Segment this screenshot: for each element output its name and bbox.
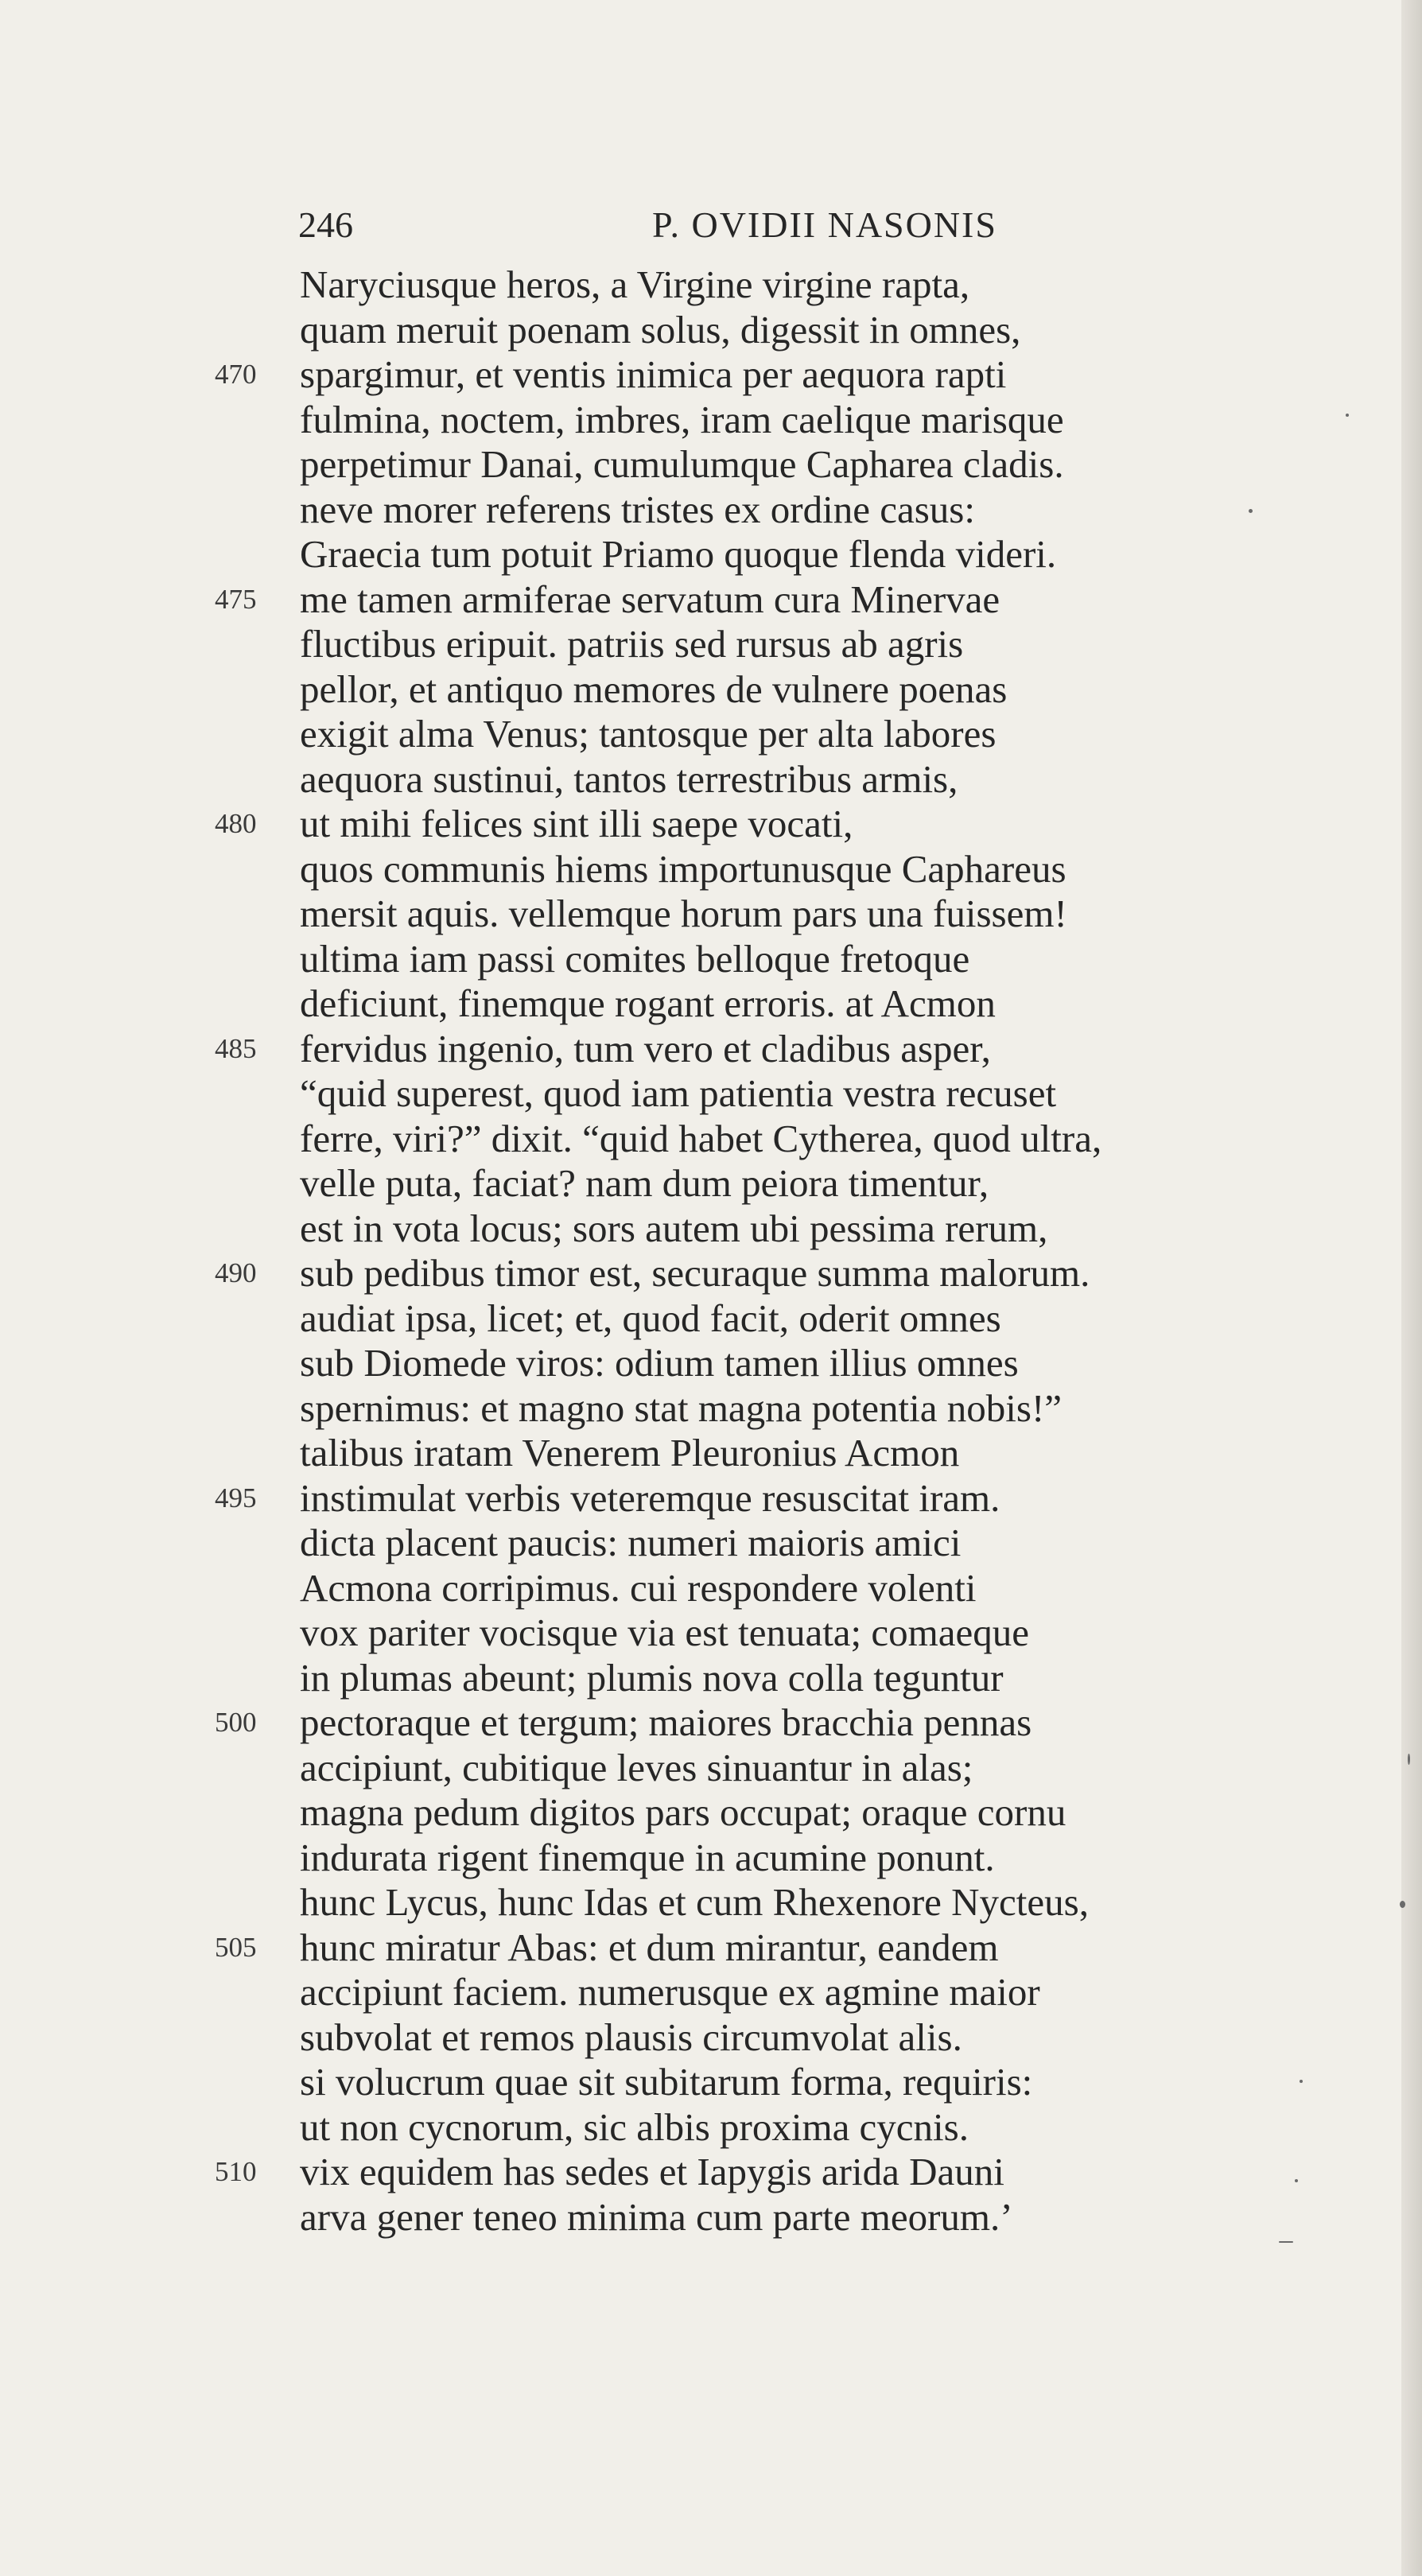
- running-title: P. OVIDII NASONIS: [652, 204, 997, 245]
- verse-line: [215, 2060, 1384, 2105]
- line-number: 480: [215, 808, 257, 839]
- line-text: in plumas abeunt; plumis nova colla teguntur: [300, 1655, 1004, 1700]
- verse-line: [215, 1206, 1384, 1252]
- line-text: ultima iam passi comites belloque fretoque: [300, 936, 970, 981]
- page-header: [298, 197, 1094, 253]
- verse-line: [215, 1071, 1384, 1117]
- verse-line: [215, 1880, 1384, 1925]
- scan-speck: [1295, 2179, 1298, 2182]
- line-text: talibus iratam Venerem Pleuronius Acmon: [300, 1431, 960, 1474]
- line-text: fulmina, noctem, imbres, iram caelique marisque: [300, 397, 1064, 441]
- line-text: arva gener teneo minima cum parte meorum.’: [300, 2194, 1013, 2239]
- line-text: exigit alma Venus; tantosque per alta labores: [300, 712, 997, 756]
- verse-line: [215, 1386, 1384, 1432]
- line-text: si volucrum quae sit subitarum forma, requiris:: [300, 2060, 1033, 2104]
- line-text: accipiunt faciem. numerusque ex agmine maior: [300, 1970, 1040, 2014]
- verse-line: [215, 398, 1384, 443]
- line-text: quam meruit poenam solus, digessit in omnes,: [300, 307, 1021, 352]
- scan-speck: [1346, 414, 1349, 417]
- line-text: me tamen armiferae servatum cura Minervae: [300, 577, 1000, 621]
- verse-line: [215, 802, 1384, 847]
- line-number: 470: [215, 359, 257, 390]
- line-text: ut non cycnorum, sic albis proxima cycnis.: [300, 2104, 969, 2149]
- line-text: sub Diomede viros: odium tamen illius omnes: [300, 1341, 1019, 1385]
- scan-speck: [1300, 2080, 1303, 2083]
- line-text: velle puta, faciat? nam dum peiora timentur,: [300, 1161, 989, 1205]
- verse-line: [215, 1521, 1384, 1566]
- verse-line: [215, 1476, 1384, 1521]
- line-text: ferre, viri?” dixit. “quid habet Cytherea, quod ultra,: [300, 1116, 1102, 1160]
- verse-line: [215, 1341, 1384, 1386]
- line-text: est in vota locus; sors autem ubi pessima rerum,: [300, 1206, 1048, 1250]
- verse-line: [215, 1431, 1384, 1476]
- line-text: aequora sustinui, tantos terrestribus armis,: [300, 756, 958, 801]
- line-text: audiat ipsa, licet; et, quod facit, oderit omnes: [300, 1296, 1001, 1340]
- verse-line: [215, 2195, 1384, 2240]
- line-number: 485: [215, 1032, 257, 1064]
- line-text: fervidus ingenio, tum vero et cladibus asper,: [300, 1026, 991, 1070]
- line-number: 510: [215, 2156, 257, 2187]
- page-spine-shadow: [1401, 0, 1422, 2576]
- line-text: Graecia tum potuit Priamo quoque flenda videri.: [300, 532, 1057, 576]
- line-text: hunc Lycus, hunc Idas et cum Rhexenore Nycteus,: [300, 1880, 1089, 1924]
- verse-line: [215, 1027, 1384, 1072]
- line-text: neve morer referens tristes ex ordine casus:: [300, 487, 975, 531]
- line-text: fluctibus eripuit. patriis sed rursus ab agris: [300, 622, 964, 666]
- verse-line: [215, 1161, 1384, 1206]
- verse-line: [215, 352, 1384, 398]
- line-text: sub pedibus timor est, securaque summa malorum.: [300, 1251, 1090, 1295]
- verse-line: [215, 1610, 1384, 1656]
- verse-line: [215, 1746, 1384, 1791]
- verse-block: [215, 262, 1384, 2240]
- verse-line: [215, 2015, 1384, 2061]
- scan-speck: [1249, 509, 1253, 513]
- line-number: 500: [215, 1707, 257, 1738]
- verse-line: [215, 1925, 1384, 1971]
- line-number: 490: [215, 1257, 257, 1288]
- verse-line: [215, 1251, 1384, 1296]
- line-text: indurata rigent finemque in acumine ponunt.: [300, 1835, 995, 1879]
- verse-line: [215, 308, 1384, 353]
- line-text: mersit aquis. vellemque horum pars una fuissem!: [300, 892, 1067, 935]
- verse-line: [215, 1117, 1384, 1162]
- line-text: vox pariter vocisque via est tenuata; comaeque: [300, 1610, 1030, 1654]
- verse-line: [215, 532, 1384, 577]
- verse-line: [215, 1700, 1384, 1746]
- verse-line: [215, 1296, 1384, 1342]
- scan-speck: [1279, 2241, 1293, 2243]
- line-text: Acmona corripimus. cui respondere volenti: [300, 1565, 977, 1610]
- line-number: 495: [215, 1482, 257, 1513]
- verse-line: [215, 712, 1384, 757]
- page-number: 246: [298, 204, 353, 245]
- line-text: “quid superest, quod iam patientia vestra recuset: [300, 1071, 1057, 1115]
- line-text: ut mihi felices sint illi saepe vocati,: [300, 802, 853, 845]
- line-text: instimulat verbis veteremque resuscitat iram.: [300, 1475, 1000, 1520]
- verse-line: [215, 488, 1384, 533]
- line-text: pectoraque et tergum; maiores bracchia pennas: [300, 1700, 1032, 1744]
- verse-line: [215, 2150, 1384, 2195]
- line-number: 475: [215, 583, 257, 615]
- verse-line: [215, 1656, 1384, 1701]
- line-text: spernimus: et magno stat magna potentia nobis!”: [300, 1385, 1063, 1430]
- verse-line: [215, 622, 1384, 667]
- line-text: hunc miratur Abas: et dum mirantur, eandem: [300, 1925, 999, 1969]
- verse-line: [215, 757, 1384, 802]
- verse-line: [215, 2105, 1384, 2151]
- verse-line: [215, 667, 1384, 713]
- line-text: quos communis hiems importunusque Caphareus: [300, 846, 1066, 891]
- verse-line: [215, 262, 1384, 308]
- line-text: perpetimur Danai, cumulumque Capharea cladis.: [300, 442, 1064, 486]
- verse-line: [215, 1970, 1384, 2015]
- line-text: spargimur, et ventis inimica per aequora rapti: [300, 352, 1007, 396]
- line-text: vix equidem has sedes et Iapygis arida Dauni: [300, 2150, 1004, 2193]
- verse-line: [215, 1566, 1384, 1611]
- verse-line: [215, 847, 1384, 892]
- line-text: pellor, et antiquo memores de vulnere poenas: [300, 666, 1008, 711]
- line-number: 505: [215, 1931, 257, 1963]
- scan-speck: [1408, 1754, 1410, 1765]
- verse-line: [215, 442, 1384, 488]
- verse-line: [215, 892, 1384, 937]
- line-text: accipiunt, cubitique leves sinuantur in alas;: [300, 1745, 973, 1789]
- scan-speck: [1400, 1901, 1405, 1908]
- verse-line: [215, 1790, 1384, 1836]
- line-text: Naryciusque heros, a Virgine virgine rapta,: [300, 262, 970, 306]
- line-text: dicta placent paucis: numeri maioris amici: [300, 1521, 962, 1564]
- line-text: deficiunt, finemque rogant erroris. at Acmon: [300, 981, 996, 1025]
- verse-line: [215, 981, 1384, 1027]
- verse-line: [215, 577, 1384, 623]
- verse-line: [215, 937, 1384, 982]
- line-text: magna pedum digitos pars occupat; oraque cornu: [300, 1790, 1066, 1834]
- line-text: subvolat et remos plausis circumvolat alis.: [300, 2015, 962, 2059]
- verse-line: [215, 1836, 1384, 1881]
